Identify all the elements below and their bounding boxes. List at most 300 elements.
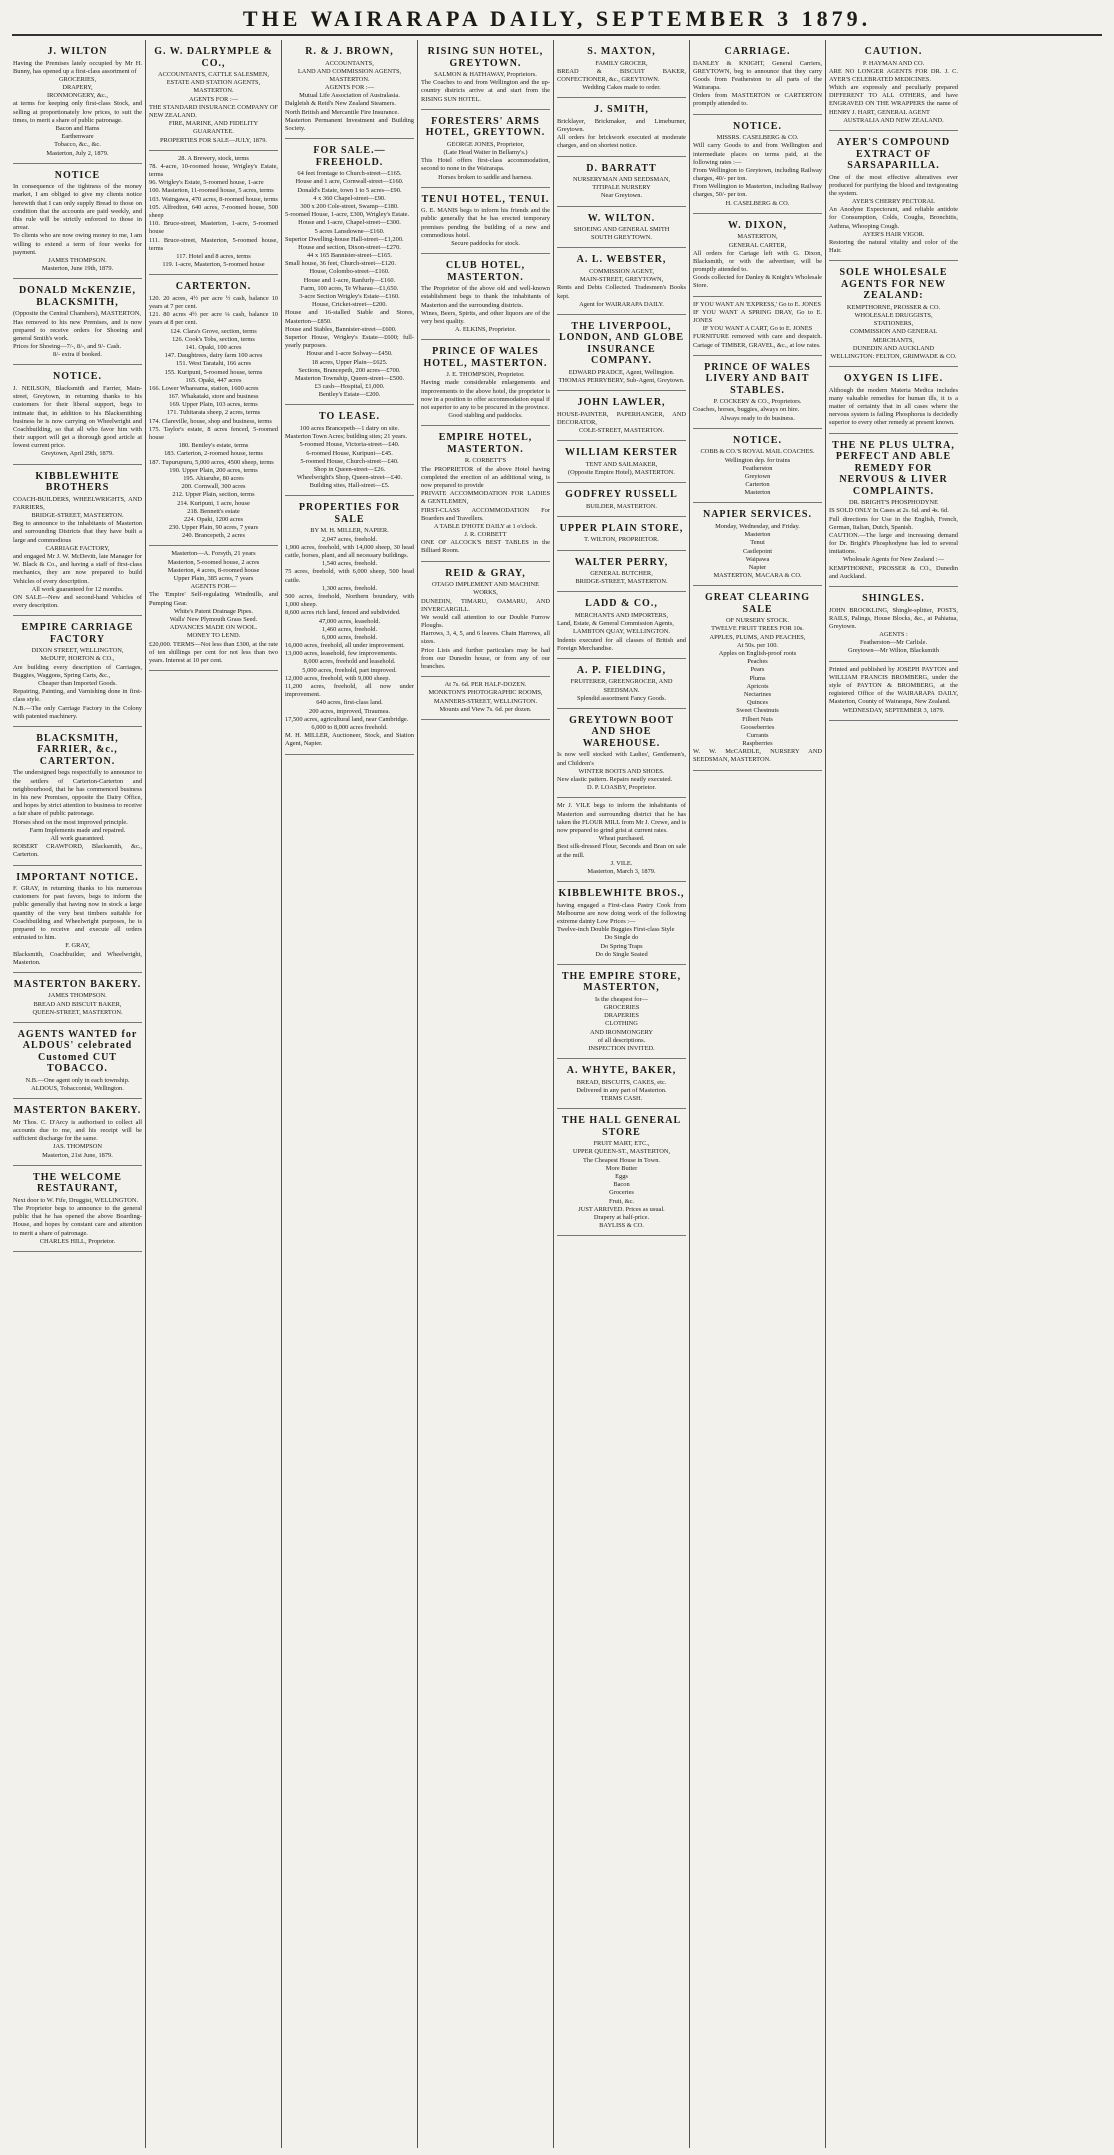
ad-line: AGENTS : bbox=[879, 631, 908, 639]
ad-line: House and 1-acre, Chapel-street—£300. bbox=[298, 219, 401, 227]
ad-line: 120. 20 acres, 4½ per acre ½ cash, balance 10 years at 7 per cent. bbox=[149, 294, 278, 310]
ad-line: IS SOLD ONLY In Cases at 2s. 6d. and 4s. 6d. bbox=[829, 507, 949, 515]
ad-line: McDUFF, HORTON & CO., bbox=[40, 655, 115, 663]
ad-line: Having the Premises lately occupied by Mr H. Bunny, has opened up a first-class assortment of bbox=[13, 59, 142, 75]
ad-line: A TABLE D'HOTE DAILY at 1 o'clock. bbox=[433, 522, 538, 530]
ad-line: SOUTH GREYTOWN. bbox=[591, 234, 652, 242]
ad-line: D. P. LOASBY, Proprietor. bbox=[587, 784, 656, 792]
ad-line: COBB & CO.'S ROYAL MAIL COACHES. bbox=[700, 448, 815, 456]
ad-line: Has removed to his new Premises, and is now prepared to receive orders for Shoeing and general Smith's work. bbox=[13, 318, 142, 342]
ad-line: Plums bbox=[749, 674, 766, 682]
ad-line: QUEEN-STREET, MASTERTON. bbox=[32, 1008, 123, 1016]
ad-heading: A. P. FIELDING, bbox=[576, 664, 667, 676]
ad-line: 6-roomed House, Kuripuni—£45. bbox=[306, 449, 393, 457]
ad-line: at terms for keeping only first-class Stock, and selling at proportionately low prices, to suit the times, to merit a share of public patronage. bbox=[13, 100, 142, 124]
ad-line: Masterton, 4 acres, 8-roomed house bbox=[167, 566, 260, 574]
ad-line: WELLINGTON: FELTON, GRIMWADE & CO. bbox=[830, 353, 957, 360]
ad-line: Bricklayer, Brickmaker, and Limeburner, Greytown. bbox=[557, 117, 686, 133]
ad-heading: W. WILTON. bbox=[587, 212, 656, 224]
ad-line: Superior House, Wrigley's Estate—£600; full-yearly purposes. bbox=[285, 333, 414, 350]
ad-line: Twelve-inch Double Buggies First-class Style bbox=[557, 926, 675, 934]
ad-line: ONE OF ALCOCK'S BEST TABLES in the Billiard Room. bbox=[421, 539, 550, 555]
advertisement bbox=[421, 677, 550, 720]
advertisement bbox=[557, 483, 686, 517]
ad-heading: W. DIXON, bbox=[728, 219, 787, 231]
ad-heading: DONALD McKENZIE, BLACKSMITH, bbox=[18, 285, 137, 308]
ad-line: BRIDGE-STREET, MASTERTON. bbox=[31, 512, 124, 519]
ad-line: PRIVATE ACCOMMODATION FOR LADIES & GENTLEMEN, bbox=[421, 490, 550, 506]
ad-line: DUNEDIN, TIMARU, OAMARU, AND INVERCARGILL. bbox=[421, 597, 550, 613]
ad-line: MISSRS. CASELBERG & CO. bbox=[716, 134, 799, 142]
ad-line: 100. Masterton, 11-roomed house, 5 acres, terms bbox=[149, 187, 274, 195]
ad-heading: NOTICE. bbox=[53, 371, 102, 383]
ad-line: Is the cheapest for— bbox=[594, 995, 649, 1003]
ad-line: 100 acres Brancepeth—1 dairy on site. bbox=[299, 424, 400, 432]
ad-line: 103. Waingawa, 470 acres, 8-roomed house, terms bbox=[149, 195, 278, 203]
ad-line: MAIN-STREET, GREYTOWN, bbox=[579, 276, 664, 284]
ad-line: DRAPERIES bbox=[604, 1012, 639, 1020]
ad-line: Farm Implements made and repaired. bbox=[29, 826, 126, 834]
ad-heading: AGENTS WANTED for ALDOUS' celebrated Customed CUT TOBACCO. bbox=[17, 1028, 138, 1075]
ad-line: New elastic pattern. Repairs neatly executed. bbox=[557, 776, 673, 783]
ad-line: MANNERS-STREET, WELLINGTON. bbox=[433, 697, 538, 705]
ad-line: Full directions for Use in the English, French, German, Italian, Dutch, Spanish. bbox=[829, 515, 958, 531]
ad-line: 151. West Taratahi, 166 acres bbox=[175, 360, 252, 368]
advertisement bbox=[285, 40, 414, 139]
ad-line: Indents executed for all classes of British and Foreign Merchandise. bbox=[557, 636, 686, 652]
ad-line: All work guaranteed for 12 months. bbox=[31, 585, 124, 593]
ad-line: 117. Hotel and 8 acres, terms bbox=[176, 252, 251, 260]
advertisement bbox=[557, 709, 686, 798]
ad-heading: TENUI HOTEL, TENUI. bbox=[421, 193, 550, 205]
ad-line: Near Greytown. bbox=[600, 192, 643, 200]
ad-line: Bentley's Estate—£200. bbox=[318, 391, 381, 399]
ad-line: Masterton—A. Forsyth, 21 years bbox=[171, 550, 256, 558]
ad-line: 126. Cook's Tobs, section, terms bbox=[172, 335, 255, 343]
advertisement bbox=[557, 248, 686, 314]
newspaper-columns bbox=[10, 40, 1104, 2148]
advertisement bbox=[829, 434, 958, 587]
ad-line: MASTERTON. bbox=[329, 75, 370, 83]
ad-heading: CARTERTON. bbox=[175, 281, 252, 293]
ad-line: 1,460 acres, freehold. bbox=[321, 625, 378, 633]
ad-line: COLE-STREET, MASTERTON. bbox=[578, 427, 665, 435]
ad-line: ON SALE—New and second-hand Vehicles of every description. bbox=[13, 593, 142, 610]
ad-line: 230. Upper Plain, 90 acres, 7 years bbox=[168, 524, 259, 532]
advertisement bbox=[557, 798, 686, 882]
ad-line: 190. Upper Plain, 200 acres, terms bbox=[169, 466, 258, 474]
ad-line: AYER'S CHERRY PECTORAL bbox=[852, 198, 935, 206]
ad-line: Although the modern Materia Medica includes many valuable remedies for human ills, it is a matter of certainty that in all cases where the nervous system is failing Phosphorus is decidedly superior to every other remedy at present known. bbox=[829, 386, 958, 427]
ad-line: Currants bbox=[746, 731, 769, 739]
ad-line: Price Lists and further particulars may be had from our Dunedin house, or from any of our branches. bbox=[421, 646, 550, 670]
advertisement bbox=[421, 40, 550, 110]
ad-line: FAMILY GROCER, bbox=[595, 59, 648, 67]
ad-line: 640 acres, first-class land. bbox=[316, 699, 383, 707]
ad-heading: THE NE PLUS ULTRA, PERFECT AND ABLE REMEDY FOR NERVOUS & LIVER COMPLAINTS. bbox=[832, 439, 955, 497]
ad-line: 195. Ahiaruhe, 80 acres bbox=[183, 474, 244, 482]
ad-line: DR. BRIGHT'S PHOSPHODYNE bbox=[848, 499, 939, 507]
ad-line: 78. 4-acre, 10-roomed house, Wrigley's Estate, terms bbox=[149, 162, 278, 179]
ad-line: To clients who are now owing money to me, I am willing to extend a term of four weeks for payment. bbox=[13, 232, 142, 256]
ad-line: 105. Alfredton, 640 acres, 7-roomed house, 500 sheep bbox=[149, 203, 278, 219]
ad-line: HOUSE-PAINTER, PAPERHANGER, AND DECORATOR, bbox=[557, 410, 686, 426]
ad-line: Mr J. VILE begs to inform the inhabitants of Masterton and surrounding district that he has taken the FLOUR MILL from Mr J. Crewe, and is now prepared to grind grist at current rates. bbox=[557, 802, 686, 834]
ad-line: Superior Dwelling-house Hall-street—£1,200. bbox=[285, 235, 404, 243]
ad-line: P. COCKERY & CO., Proprietors. bbox=[713, 398, 802, 406]
advertisement bbox=[557, 315, 686, 391]
advertisement bbox=[13, 616, 142, 727]
ad-line: Secure paddocks for stock. bbox=[451, 239, 520, 247]
ad-line: Waipawa bbox=[745, 555, 770, 563]
ad-line: DIXON STREET, WELLINGTON, bbox=[31, 647, 124, 655]
ad-line: The Proprietor of the above old and well-known establishment begs to thank the inhabitants of Masterton and the surrounding districts. bbox=[421, 285, 550, 309]
ad-line: J. E. THOMPSON, Proprietor. bbox=[446, 371, 525, 379]
ad-line: Masterton bbox=[744, 489, 771, 497]
ad-line: The PROPRIETOR of the above Hotel having completed the erection of an additional wing, is now prepared to provide bbox=[421, 465, 550, 489]
ad-line: 3-acre Section Wrigley's Estate—£160. bbox=[299, 293, 400, 300]
ad-line: 44 x 165 Bannister-street—£165. bbox=[306, 252, 393, 260]
ad-line: £20,000. TERMS—Not less than £300, at the rate of ten shillings per cent for not less than two years. Interest at 10 per cent. bbox=[149, 640, 278, 664]
ad-line: NURSERYMAN AND SEEDSMAN, bbox=[572, 176, 671, 183]
ad-line: Mounts and View 7s. 6d. per dozen. bbox=[439, 705, 532, 713]
ad-line: 6,000 to 8,000 acres freehold. bbox=[311, 723, 388, 731]
ad-line: AYER'S HAIR VIGOR. bbox=[862, 230, 925, 238]
advertisement bbox=[13, 40, 142, 164]
ad-line: Masterton, 21st June, 1879. bbox=[42, 1151, 113, 1159]
ad-line: From Wellington to Greytown, including Railway charges, 40/- per ton. bbox=[693, 166, 822, 183]
ad-line: 13,000 acres, leasehold, few improvements. bbox=[285, 650, 398, 658]
ad-line: 119. 1-acre, Masterton, 5-roomed house bbox=[162, 261, 265, 269]
ad-line: All orders for Cartage left with G. Dixon, Blacksmith, or with the advertiser, will be promptly attended to. bbox=[693, 249, 822, 274]
ad-line: House and section, Dixon-street—£270. bbox=[298, 243, 401, 251]
newspaper-title: THE WAIRARAPA DAILY, SEPTEMBER 3 1879. bbox=[242, 6, 872, 31]
advertisement bbox=[557, 441, 686, 483]
ad-line: IF YOU WANT A SPRING DRAY, Go to E. JONES bbox=[693, 308, 822, 324]
ad-line: and engaged Mr J. W. McDevitt, late Manager for W. Black & Co., and having a staff of first-class mechanics, they are now prepared to build Vehicles of every description. bbox=[13, 552, 142, 585]
ad-line: House and Stables, Bannister-street—£600. bbox=[285, 325, 397, 333]
ad-heading: A. WHYTE, BAKER, bbox=[566, 1065, 677, 1077]
ad-heading: LADD & CO., bbox=[585, 598, 658, 610]
ad-line: 171. Tuhitarata sheep, 2 acres, terms bbox=[166, 409, 261, 417]
ad-line: Raspberries bbox=[742, 740, 773, 748]
ad-line: Mr Thos. C. D'Arcy is authorised to collect all accounts due to me, and his receipt will be sufficient discharge for the same. bbox=[13, 1118, 142, 1143]
ad-line: The Cheapest House in Town. bbox=[583, 1156, 660, 1164]
ad-heading: D. BARRATT bbox=[586, 162, 657, 174]
ad-line: LAMBTON QUAY, WELLINGTON. bbox=[573, 628, 670, 636]
ad-line: Do Single do bbox=[604, 934, 639, 942]
ad-line: 167. Whakataki, store and business bbox=[168, 393, 259, 401]
ad-line: North British and Mercantile Fire Insurance. bbox=[285, 108, 399, 116]
ad-line: Blacksmith, Coachbuilder, and Wheelwright, Masterton. bbox=[13, 950, 142, 966]
ad-line: F. GRAY, in returning thanks to his numerous customers for past favors, begs to inform the public generally that having now in stock a large quantity of the very best timbers suitable for Coachbuilding and Wheelwright purposes, he is prepared to receive and execute all orders entrusted to him. bbox=[13, 885, 142, 942]
ad-line: Orders from MASTERTON or CARTERTON promptly attended to. bbox=[693, 92, 822, 108]
ad-line: Nectarines bbox=[743, 690, 772, 698]
ad-line: Dalgleish & Reid's New Zealand Steamers. bbox=[285, 100, 396, 108]
advertisement bbox=[829, 662, 958, 721]
ad-heading: CLUB HOTEL, MASTERTON. bbox=[445, 260, 526, 283]
ad-line: Cheaper than Imported Goods. bbox=[38, 680, 117, 687]
ad-line: APPLES, PLUMS, AND PEACHES, bbox=[709, 633, 806, 641]
ad-heading: CAUTION. bbox=[864, 46, 923, 57]
ad-line: N.B.—The only Carriage Factory in the Colony with patented machinery. bbox=[13, 704, 142, 720]
ad-line: CAUTION.—The large and increasing demand for Dr. Bright's Phosphodyne has led to several imitations. bbox=[829, 531, 958, 556]
ad-line: BREAD AND BISCUIT BAKER, bbox=[33, 1000, 122, 1008]
ad-line: IF YOU WANT A CART, Go to E. JONES bbox=[702, 325, 813, 333]
ad-heading: SOLE WHOLESALE AGENTS FOR NEW ZEALAND: bbox=[839, 267, 948, 302]
ad-line: At 50s. per 100. bbox=[736, 641, 778, 649]
advertisement bbox=[13, 1166, 142, 1252]
ad-line: Agent for WAIRARAPA DAILY. bbox=[579, 300, 664, 308]
ad-line: ACCOUNTANTS, bbox=[325, 59, 374, 67]
ad-line: MASTERTON. bbox=[193, 87, 234, 95]
ad-line: having engaged a First-class Pastry Cook from Melbourne are now doing work of the following extreme dainty Low Prices :— bbox=[557, 901, 686, 925]
ad-line: Sections, Brancepeth, 200 acres—£700. bbox=[298, 366, 401, 374]
ad-line: Apricots bbox=[746, 682, 769, 690]
ad-heading: EMPIRE CARRIAGE FACTORY bbox=[21, 622, 134, 645]
ad-line: Are building every description of Carriages, Buggies, Waggons, Spring Carts, &c., bbox=[13, 663, 142, 679]
ad-line: Eggs bbox=[615, 1173, 628, 1180]
ad-heading: NAPIER SERVICES. bbox=[702, 509, 812, 521]
ad-line: Next door to W. Fife, Druggist, WELLINGTON. bbox=[13, 1196, 139, 1204]
advertisement bbox=[13, 1099, 142, 1165]
ad-line: 183. Carterton, 2-roomed house, terms bbox=[164, 450, 263, 458]
ad-line: Fruit, &c. bbox=[608, 1197, 635, 1205]
ad-line: Tobacco, &c., &c. bbox=[54, 141, 101, 149]
advertisement bbox=[421, 254, 550, 340]
ad-heading: UPPER PLAIN STORE, bbox=[559, 522, 684, 534]
ad-line: 16,000 acres, freehold, all under improvement. bbox=[285, 642, 405, 650]
ad-line: MONKTON'S PHOTOGRAPHIC ROOMS, bbox=[428, 689, 543, 697]
advertisement bbox=[557, 659, 686, 709]
advertisement bbox=[557, 391, 686, 441]
ad-line: 141. Opaki, 100 acres bbox=[185, 343, 242, 351]
ad-line: Splendid assortment Fancy Goods. bbox=[576, 694, 667, 702]
ad-line: Gooseberries bbox=[740, 723, 775, 731]
ad-heading: JOHN LAWLER, bbox=[577, 397, 666, 409]
ad-line: H. CASELBERG & CO. bbox=[725, 199, 790, 207]
ad-line: THE STANDARD INSURANCE COMPANY OF NEW ZEALAND. bbox=[149, 103, 278, 119]
column-1 bbox=[10, 40, 146, 2148]
advertisement bbox=[557, 40, 686, 98]
ad-line: Pears bbox=[750, 666, 765, 674]
ad-heading: A. L. WEBSTER, bbox=[576, 254, 667, 266]
ad-line: The undersigned begs respectfully to announce to the settlers of Carterton-Carterton and neighbourhood, that he has commenced business in his new Premises, opposite the Dairy Office, and hopes by strict attention to business to receive a fair share of public patronage. bbox=[13, 769, 142, 818]
ad-line: MASTERTON, bbox=[737, 233, 778, 241]
ad-line: 121. 80 acres 4½ per acre ¼ cash, balance 10 years at 8 per cent. bbox=[149, 311, 278, 327]
ad-line: Quinces bbox=[747, 699, 768, 707]
advertisement bbox=[557, 207, 686, 249]
ad-line: Delivered in any part of Masterton. bbox=[576, 1086, 667, 1094]
ad-line: 8/- extra if booked. bbox=[53, 351, 102, 359]
ad-heading: MASTERTON BAKERY. bbox=[13, 978, 142, 990]
ad-line: Beg to announce to the inhabitants of Masterton and surrounding Districts that they have built a large and commodious bbox=[13, 520, 142, 544]
advertisement bbox=[557, 1109, 686, 1236]
ad-line: IRONMONGERY, &c., bbox=[47, 92, 108, 100]
ad-heading: FORESTERS' ARMS HOTEL, GREYTOWN. bbox=[425, 115, 546, 139]
ad-line: Small house, 36 feet, Church-street—£120. bbox=[285, 260, 396, 268]
ad-line: Tenui bbox=[750, 539, 765, 547]
ad-line: 111. Bruce-street, Masterton, 5-roomed house, terms bbox=[149, 236, 278, 252]
ad-line: Wheat purchased. bbox=[598, 835, 645, 843]
ad-line: Masterton, March 3, 1879. bbox=[587, 867, 656, 875]
ad-line: Groceries bbox=[609, 1189, 634, 1197]
ad-line: DRAPERY, bbox=[62, 84, 93, 92]
ad-line: The Coaches to and from Wellington and the up-country districts arrive at and start from the RISING SUN HOTEL. bbox=[421, 79, 550, 103]
ad-line: J. VILE. bbox=[610, 859, 633, 867]
ad-line: 224. Opaki, 1200 acres bbox=[183, 515, 244, 523]
advertisement bbox=[693, 214, 822, 297]
ad-line: Filbert Nuts bbox=[742, 715, 773, 723]
ad-heading: R. & J. BROWN, bbox=[305, 46, 394, 57]
ad-line: More Butter bbox=[605, 1164, 638, 1172]
ad-line: Carterton bbox=[745, 481, 770, 489]
ad-line: LAND AND COMMISSION AGENTS, bbox=[297, 67, 402, 75]
ad-line: BREAD, BISCUITS, CAKES, etc. bbox=[576, 1078, 667, 1086]
ad-line: Which are expressly and peculiarly prepared DIFFERENT TO ALL OTHERS, and have ENGRAVED ON THE WRAPPERS the name of HENRY J. HART, GENERAL AGENT bbox=[829, 84, 958, 116]
ad-line: 18 acres, Upper Plain—£625. bbox=[311, 358, 388, 366]
ad-line: 28. A Brewery, stock, terms bbox=[178, 154, 249, 162]
ad-heading: THE LIVERPOOL, LONDON, AND GLOBE INSURANCE COMPANY. bbox=[558, 320, 685, 367]
ad-line: MONEY TO LEND. bbox=[186, 632, 241, 640]
ad-line: 200 acres, improved, Tiraumea. bbox=[309, 707, 390, 715]
ad-line: (Late Head Waiter in Bellamy's.) bbox=[443, 148, 528, 156]
ad-heading: BLACKSMITH, FARRIER, &c., CARTERTON. bbox=[36, 732, 119, 767]
ad-line: FIRST-CLASS ACCOMMODATION For Boarders and Travellers. bbox=[421, 506, 550, 522]
ad-line: IF YOU WANT AN 'EXPRESS,' Go to E. JONES bbox=[693, 300, 821, 308]
ad-heading: WALTER PERRY, bbox=[574, 556, 669, 568]
ad-line: CHARLES HILL, Proprietor. bbox=[39, 1237, 116, 1245]
ad-line: 5-roomed House, Victoria-street—£40. bbox=[299, 441, 400, 449]
ad-line: 1,540 acres, freehold. bbox=[321, 560, 378, 568]
advertisement bbox=[829, 131, 958, 261]
ad-heading: NOTICE bbox=[54, 169, 101, 181]
advertisement bbox=[557, 965, 686, 1059]
advertisement bbox=[421, 426, 550, 561]
ad-line: (Opposite Empire Hotel), MASTERTON. bbox=[568, 469, 675, 476]
ad-line: 5-roomed House, Church-street—£40. bbox=[300, 457, 399, 465]
ad-line: EDWARD PRADCE, Agent, Wellington. bbox=[568, 368, 675, 376]
ad-line: PROPERTIES FOR SALE—JULY, 1879. bbox=[160, 136, 267, 144]
ad-line: COMMISSION AGENT, bbox=[589, 267, 654, 275]
ad-line: We would call attention to our Double Furrow Ploughs. bbox=[421, 613, 550, 630]
ad-line: House and 1-acre Solway—£450. bbox=[306, 350, 393, 358]
ad-line: Masterton bbox=[744, 531, 771, 539]
ad-line: Always ready to do business. bbox=[720, 414, 795, 422]
ad-heading: THE HALL GENERAL STORE bbox=[561, 1115, 682, 1138]
ad-line: 64 feet frontage to Church-street—£165. bbox=[297, 170, 402, 178]
column-4 bbox=[418, 40, 554, 2148]
ad-line: 169. Upper Plain, 103 acres, terms bbox=[169, 401, 258, 409]
ad-line: SHOEING AND GENERAL SMITH bbox=[573, 226, 670, 234]
ad-line: 187. Tupurupuru, 5,000 acres, 4500 sheep, terms bbox=[149, 458, 274, 466]
ad-line: All work guaranteed. bbox=[50, 834, 105, 842]
ad-heading: NOTICE. bbox=[733, 120, 782, 132]
ad-line: DUNEDIN AND AUCKLAND bbox=[852, 344, 935, 352]
advertisement bbox=[13, 164, 142, 280]
advertisement bbox=[421, 188, 550, 254]
ad-heading: PRINCE OF WALES LIVERY AND BAIT STABLES. bbox=[704, 361, 811, 396]
ad-line: Best silk-dressed Flour, Seconds and Bran on sale at the mill. bbox=[557, 843, 686, 859]
ad-line: Donald's Estate, town 1 to 5 acres—£90. bbox=[297, 186, 402, 194]
ad-line: FURNITURE removed with care and despatch. Cartage of TIMBER, GRAVEL, &c., at low rates. bbox=[693, 333, 822, 349]
ad-line: 12,000 acres, freehold, with 9,000 sheep. bbox=[285, 674, 391, 682]
ad-line: 5 acres Lansdowne—£160. bbox=[314, 227, 385, 235]
ad-line: AND IRONMONGERY bbox=[589, 1028, 654, 1036]
ad-heading: REID & GRAY, bbox=[445, 567, 526, 579]
ad-line: FRUIT MART, ETC., bbox=[593, 1140, 650, 1148]
advertisement bbox=[285, 405, 414, 496]
advertisement bbox=[557, 592, 686, 658]
ad-line: Wines, Beers, Spirits, and other liquors are of the very best quality. bbox=[421, 309, 550, 325]
ad-heading: PROPERTIES FOR SALE bbox=[298, 502, 401, 525]
ad-line: GROCERIES, bbox=[58, 75, 97, 83]
ad-line: OTAGO IMPLEMENT AND MACHINE WORKS, bbox=[431, 581, 540, 597]
ad-line: UPPER QUEEN-ST., MASTERTON, bbox=[572, 1148, 671, 1156]
ad-line: Masterton, 5-roomed house, 2 acres bbox=[167, 558, 260, 566]
ad-line: Coaches, horses, buggies, always on hire. bbox=[693, 406, 800, 414]
ad-line: Farm, 100 acres, Te Wharau—£1,650. bbox=[300, 284, 399, 292]
ad-line: Drapery at half-price. bbox=[593, 1213, 650, 1221]
column-5 bbox=[554, 40, 690, 2148]
advertisement bbox=[557, 517, 686, 551]
ad-line: WEDNESDAY, SEPTEMBER 3, 1879. bbox=[842, 706, 945, 714]
ad-line: Building sites, Hall-street—£5. bbox=[309, 482, 390, 490]
ad-line: Do do Single Seated bbox=[595, 950, 648, 958]
ad-heading: J. WILTON bbox=[47, 46, 108, 57]
ad-heading: FOR SALE.—FREEHOLD. bbox=[313, 145, 386, 168]
ad-line: GEORGE JONES, Proprietor, bbox=[446, 140, 525, 148]
ad-line: SALMON & HATHAWAY, Proprietors. bbox=[434, 71, 537, 78]
ad-heading: THE WELCOME RESTAURANT, bbox=[33, 1171, 122, 1195]
ad-line: BRIDGE-STREET, MASTERTON. bbox=[575, 578, 668, 586]
ad-heading: KIBBLEWHITE BROS., bbox=[558, 888, 685, 900]
ad-line: Masterton Town Acres; building sites; 21 years. bbox=[285, 433, 408, 441]
ad-line: Monday, Wednesday, and Friday. bbox=[715, 522, 800, 530]
ad-line: J. R. CORBETT bbox=[464, 531, 507, 539]
ad-line: TITIPALE NURSERY bbox=[592, 184, 651, 192]
ad-line: 200. Cornwall, 300 acres bbox=[181, 483, 246, 491]
ad-line: ACCOUNTANTS, CATTLE SALESMEN, bbox=[158, 71, 269, 78]
ad-heading: TO LEASE. bbox=[318, 411, 381, 423]
column-6 bbox=[690, 40, 826, 2148]
ad-line: TENT AND SAILMAKER, bbox=[585, 460, 658, 468]
ad-heading: THE EMPIRE STORE, MASTERTON, bbox=[561, 970, 682, 994]
ad-line: Featherston bbox=[742, 464, 773, 472]
ad-line: Horses shod on the most improved principle. bbox=[13, 818, 128, 826]
advertisement bbox=[13, 866, 142, 973]
ad-heading: SHINGLES. bbox=[862, 593, 925, 604]
ad-heading: G. W. DALRYMPLE & CO., bbox=[154, 46, 273, 69]
ad-line: 17,500 acres, agricultural land, near Cambridge. bbox=[285, 715, 409, 723]
ad-line: AGENTS FOR :— bbox=[324, 84, 374, 92]
ad-line: Having made considerable enlargements and improvements to the above hotel, the proprietor is now in a position to offer accommodation equal if not superior to any to be procured in the province. bbox=[421, 379, 550, 411]
ad-heading: OXYGEN IS LIFE. bbox=[843, 373, 944, 385]
ad-line: Restoring the natural vitality and color of the Hair. bbox=[829, 239, 958, 255]
advertisement bbox=[693, 503, 822, 586]
advertisement bbox=[557, 551, 686, 593]
advertisement bbox=[13, 279, 142, 365]
ad-line: JOHN BROOKLING, Shingle-splitter, POSTS, RAILS, Palings, House Blocks, &c., at Pahiatua, Greytown. bbox=[829, 606, 958, 630]
ad-line: Bacon bbox=[613, 1181, 630, 1189]
ad-line: 300 x 200 Cole-street, Swamp—£180. bbox=[300, 202, 399, 210]
ad-heading: CARRIAGE. bbox=[724, 46, 791, 57]
ad-line: Repairing, Painting, and Varnishing done in first-class style. bbox=[13, 688, 142, 704]
advertisement bbox=[829, 261, 958, 367]
advertisement bbox=[557, 98, 686, 156]
ad-line: Land, Estate, & General Commission Agents, bbox=[557, 620, 674, 628]
ad-line: AGENTS FOR— bbox=[190, 583, 237, 591]
